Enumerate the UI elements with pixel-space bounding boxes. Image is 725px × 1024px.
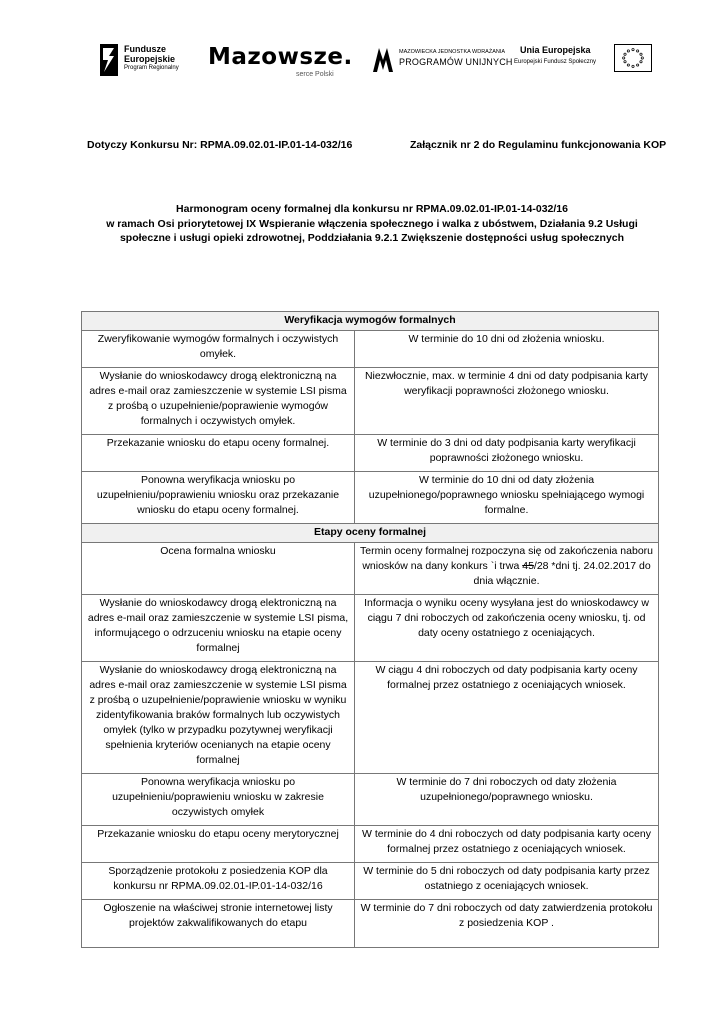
deadline-cell: W terminie do 5 dni roboczych od daty podpisania karty przez ostatniego z oceniających wniosek. bbox=[355, 863, 659, 900]
table-row bbox=[82, 472, 659, 524]
table-row bbox=[82, 543, 659, 595]
fundusze-line1: Fundusze bbox=[124, 44, 166, 54]
mazowsze-word: Mazowsze. bbox=[208, 44, 353, 70]
section-header-formal-assessment: Etapy oceny formalnej bbox=[82, 524, 659, 543]
step-cell: Zweryfikowanie wymogów formalnych i oczywistych omyłek. bbox=[82, 331, 355, 368]
deadline-cell: Informacja o wyniku oceny wysyłana jest do wnioskodawcy w ciągu 7 dni roboczych od zakończenia oceny wniosku, tj. od daty oceny ostatniego z oceniających. bbox=[355, 595, 659, 662]
deadline-cell: W terminie do 7 dni roboczych od daty złożenia uzupełnionego/poprawnego wniosku. bbox=[355, 774, 659, 826]
fundusze-text bbox=[124, 44, 179, 73]
mjwpu-logo bbox=[371, 40, 513, 84]
deadline-cell bbox=[355, 543, 659, 595]
step-cell: Ocena formalna wniosku bbox=[82, 543, 355, 595]
deadline-prefix: Termin oceny formalnej rozpoczyna się od zakończenia naboru wniosków na dany konkurs `i trwa bbox=[360, 545, 653, 572]
eu-flag-icon bbox=[614, 44, 652, 72]
deadline-cell: W ciągu 4 dni roboczych od daty podpisania karty oceny formalnej przez ostatniego z oceniających wniosek. bbox=[355, 662, 659, 774]
step-cell: Ponowna weryfikacja wniosku po uzupełnieniu/poprawieniu wniosku w zakresie oczywistych omyłek bbox=[82, 774, 355, 826]
deadline-cell: W terminie do 3 dni od daty podpisania karty weryfikacji poprawności złożonego wniosku. bbox=[355, 435, 659, 472]
fundusze-line3: Program Regionalny bbox=[124, 65, 179, 71]
table-row bbox=[82, 368, 659, 435]
step-cell: Wysłanie do wnioskodawcy drogą elektroniczną na adres e-mail oraz zamieszczenie w systemie LSI pisma, informującego o odrzuceniu wniosku na etapie oceny formalnej bbox=[82, 595, 355, 662]
step-cell: Ogłoszenie na właściwej stronie internetowej listy projektów zakwalifikowanych do etapu bbox=[82, 900, 355, 948]
fundusze-mark-icon bbox=[100, 44, 118, 76]
title-line-1: Harmonogram oceny formalnej dla konkursu nr RPMA.09.02.01-IP.01-14-032/16 bbox=[176, 203, 568, 215]
mazowsze-logo bbox=[208, 40, 353, 84]
ue-line2: Europejski Fundusz Społeczny bbox=[514, 59, 597, 65]
table-row bbox=[82, 900, 659, 948]
step-cell: Wysłanie do wnioskodawcy drogą elektroniczną na adres e-mail oraz zamieszczenie w systemie LSI pisma z prośbą o uzupełnienie/poprawienie wymogów formalnych i oczywistych omyłek. bbox=[82, 368, 355, 435]
fundusze-europejskie-logo bbox=[96, 40, 196, 84]
table-row bbox=[82, 595, 659, 662]
step-cell: Przekazanie wniosku do etapu oceny merytorycznej bbox=[82, 826, 355, 863]
table-row bbox=[82, 774, 659, 826]
table-row bbox=[82, 863, 659, 900]
struck-value: 45 bbox=[522, 560, 534, 572]
step-cell: Przekazanie wniosku do etapu oceny formalnej. bbox=[82, 435, 355, 472]
title-line-2: w ramach Osi priorytetowej IX Wspieranie włączenia społecznego i walka z ubóstwem, Działania 9.2 Usługi bbox=[106, 217, 638, 230]
section-header-row bbox=[82, 524, 659, 543]
contest-reference: Dotyczy Konkursu Nr: RPMA.09.02.01-IP.01-14-032/16 bbox=[87, 139, 353, 151]
deadline-cell: W terminie do 10 dni od złożenia wniosku. bbox=[355, 331, 659, 368]
section-header-verification: Weryfikacja wymogów formalnych bbox=[82, 312, 659, 331]
mjwpu-line1: MAZOWIECKA JEDNOSTKA WDRAŻANIA bbox=[399, 49, 506, 55]
step-cell: Ponowna weryfikacja wniosku po uzupełnieniu/poprawieniu wniosku oraz przekazanie wniosku do etapu oceny formalnej. bbox=[82, 472, 355, 524]
document-title bbox=[82, 202, 662, 246]
title-line-3: społeczne i usługi opieki zdrowotnej, Poddziałania 9.2.1 Zwiększenie dostępności usług społecznych bbox=[119, 232, 625, 244]
step-cell: Wysłanie do wnioskodawcy drogą elektroniczną na adres e-mail oraz zamieszczenie w systemie LSI pisma z prośbą o uzupełnienie/poprawienie wniosku w wyniku zidentyfikowania braków formalnych lub oczywistych omyłek (tylko w przypadku pozytywnej weryfikacji spełnienia kryteriów ocenianych na etapie oceny formalnej bbox=[82, 662, 355, 774]
attachment-reference: Załącznik nr 2 do Regulaminu funkcjonowania KOP bbox=[410, 139, 667, 151]
ue-line1: Unia Europejska bbox=[520, 45, 591, 55]
table-row bbox=[82, 435, 659, 472]
step-cell: Sporządzenie protokołu z posiedzenia KOP dla konkursu nr RPMA.09.02.01-IP.01-14-032/16 bbox=[82, 863, 355, 900]
deadline-cell: Niezwłocznie, max. w terminie 4 dni od daty podpisania karty weryfikacji poprawności złożonego wniosku. bbox=[355, 368, 659, 435]
mjwpu-line2: PROGRAMÓW UNIJNYCH bbox=[399, 57, 513, 67]
deadline-cell: W terminie do 10 dni od daty złożenia uzupełnionego/poprawnego wniosku spełniającego wymogi formalne. bbox=[355, 472, 659, 524]
deadline-cell: W terminie do 7 dni roboczych od daty zatwierdzenia protokołu z posiedzenia KOP . bbox=[355, 900, 659, 948]
table-row bbox=[82, 662, 659, 774]
table-row bbox=[82, 331, 659, 368]
mjwpu-mark-icon bbox=[371, 46, 395, 74]
section-header-row bbox=[82, 312, 659, 331]
logo-bar bbox=[96, 40, 656, 84]
mazowsze-sub: serce Polski bbox=[296, 71, 334, 78]
schedule-table bbox=[81, 311, 659, 948]
deadline-suffix: /28 *dni tj. 24.02.2017 do dnia włącznie. bbox=[473, 560, 651, 587]
fundusze-line2: Europejskie bbox=[124, 54, 176, 64]
unia-europejska-logo bbox=[514, 40, 654, 84]
deadline-cell: W terminie do 4 dni roboczych od daty podpisania karty oceny formalnej przez ostatniego z oceniających wniosek. bbox=[355, 826, 659, 863]
table-row bbox=[82, 826, 659, 863]
